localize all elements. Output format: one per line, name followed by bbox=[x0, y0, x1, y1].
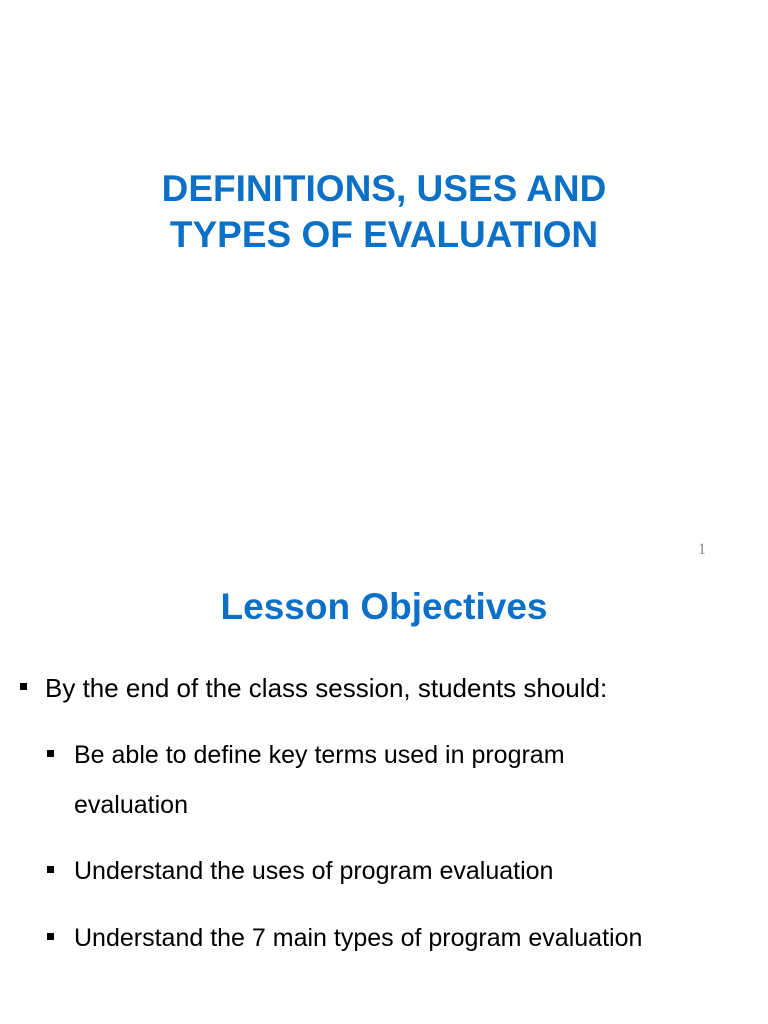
sub-bullet-2 bbox=[47, 846, 553, 896]
square-bullet-icon bbox=[47, 933, 54, 940]
square-bullet-icon bbox=[20, 683, 27, 690]
bullet-main bbox=[20, 670, 607, 706]
sub-bullet-2-text: Understand the uses of program evaluation bbox=[74, 857, 554, 885]
slide-1-title bbox=[84, 166, 684, 258]
sub-bullet-1-line-1: Be able to define key terms used in program bbox=[74, 741, 565, 769]
sub-bullet-3 bbox=[47, 913, 642, 963]
slide-1-title-line-1: DEFINITIONS, USES AND bbox=[161, 168, 607, 209]
sub-bullet-3-text: Understand the 7 main types of program evaluation bbox=[74, 924, 643, 952]
page-number: 1 bbox=[698, 541, 706, 558]
slide-2-title: Lesson Objectives bbox=[220, 586, 548, 627]
square-bullet-icon bbox=[47, 866, 54, 873]
slide-1-title-line-2: TYPES OF EVALUATION bbox=[169, 214, 599, 255]
bullet-main-text: By the end of the class session, students should: bbox=[45, 673, 608, 703]
square-bullet-icon bbox=[47, 750, 54, 757]
sub-bullet-1-line-2: evaluation bbox=[74, 791, 188, 819]
sub-bullet-1 bbox=[47, 730, 565, 830]
